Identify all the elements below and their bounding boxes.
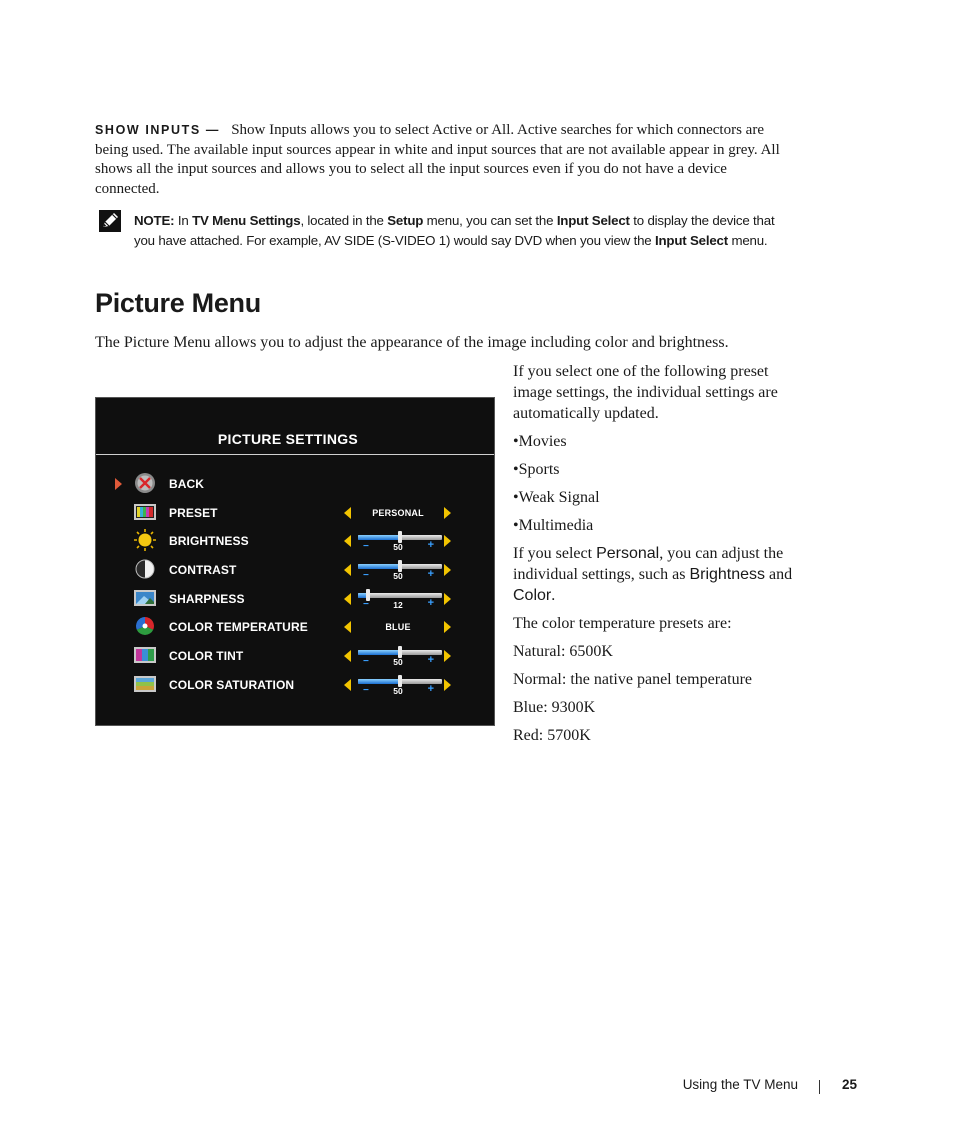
show-inputs-label: SHOW INPUTS —	[95, 123, 220, 137]
personal-paragraph	[513, 543, 803, 606]
color-saturation-icon	[133, 673, 157, 695]
osd-divider	[96, 454, 494, 455]
color-tint-slider	[358, 645, 442, 666]
body-text: If you select	[513, 545, 593, 562]
slider-value: 50	[393, 542, 403, 552]
osd-label: CONTRAST	[169, 563, 237, 577]
osd-label: COLOR TINT	[169, 649, 244, 663]
osd-row-color-saturation	[96, 672, 494, 698]
color-saturation-slider	[358, 674, 442, 695]
osd-row-contrast	[96, 557, 494, 583]
picture-settings-osd	[95, 397, 495, 726]
left-arrow-icon	[344, 535, 351, 547]
note-text: to display the device that you have attached. For example, AV SIDE (S-VIDEO 1) would say DVD when you view the	[134, 213, 775, 248]
body-text: and	[769, 566, 793, 583]
note-pencil-icon	[99, 210, 121, 232]
osd-row-color-temperature	[96, 614, 494, 640]
minus-icon: −	[363, 685, 369, 696]
minus-icon: −	[363, 656, 369, 667]
contrast-slider	[358, 559, 442, 580]
note-term: TV Menu Settings	[192, 213, 301, 228]
temperature-intro: The color temperature presets are:	[513, 615, 732, 632]
note-text: , located in the	[300, 213, 384, 228]
minus-icon: −	[363, 541, 369, 552]
osd-row-back	[96, 471, 494, 497]
body-text: .	[551, 587, 556, 604]
plus-icon: +	[427, 597, 434, 609]
note-text: menu, you can set the	[426, 213, 554, 228]
osd-row-sharpness	[96, 586, 494, 612]
note-term: Input Select	[556, 213, 630, 228]
plus-icon: +	[427, 683, 434, 695]
left-arrow-icon	[344, 650, 351, 662]
bullet-item: •Multimedia	[513, 517, 594, 534]
bullet-item: •Sports	[513, 461, 560, 478]
minus-icon: −	[363, 599, 369, 610]
plus-icon: +	[427, 654, 434, 666]
contrast-icon	[133, 558, 157, 580]
brightness-slider	[358, 530, 442, 551]
osd-title: PICTURE SETTINGS	[217, 431, 359, 447]
slider-value: 50	[393, 657, 403, 667]
color-wheel-icon	[133, 615, 157, 637]
sharpness-icon	[133, 587, 157, 609]
osd-row-preset	[96, 500, 494, 526]
bullet-item: •Weak Signal	[513, 489, 600, 506]
left-arrow-icon	[344, 564, 351, 576]
osd-label: COLOR TEMPERATURE	[169, 620, 308, 634]
osd-label: PRESET	[169, 506, 218, 520]
right-arrow-icon	[444, 621, 451, 633]
section-intro: The Picture Menu allows you to adjust the appearance of the image including color and brightness.	[95, 334, 729, 351]
osd-row-color-tint	[96, 643, 494, 669]
note-label: NOTE:	[134, 213, 175, 228]
osd-label: COLOR SATURATION	[169, 678, 295, 692]
note-paragraph	[134, 211, 784, 250]
note-term: Setup	[387, 213, 424, 228]
page-number: 25	[842, 1077, 858, 1092]
preset-intro: If you select one of the following preset image settings, the individual settings are automatically updated.	[513, 363, 778, 422]
selection-arrow-icon	[115, 478, 122, 490]
plus-icon: +	[427, 539, 434, 551]
note-text: menu.	[731, 232, 768, 248]
right-arrow-icon	[444, 535, 451, 547]
body-text: , you can adjust the individual settings, such as	[513, 545, 784, 583]
show-inputs-text: Show Inputs allows you to select Active or All. Active searches for which connectors are being used. The available input sources appear in white and input sources that are not available appear in grey. All shows all the input sources and allows you to select all the input sources even if you do not have a device connected.	[95, 122, 780, 197]
note-text: In	[177, 213, 189, 228]
right-arrow-icon	[444, 564, 451, 576]
ui-term: Brightness	[689, 566, 766, 583]
right-arrow-icon	[444, 679, 451, 691]
minus-icon: −	[363, 570, 369, 581]
temperature-item: Natural: 6500K	[513, 643, 613, 660]
osd-value: PERSONAL	[372, 508, 424, 518]
bullet-item: •Movies	[513, 433, 567, 450]
osd-label: BACK	[169, 477, 205, 491]
slider-value: 50	[393, 571, 403, 581]
right-arrow-icon	[444, 650, 451, 662]
ui-term: Personal	[596, 545, 660, 562]
right-arrow-icon	[444, 593, 451, 605]
left-arrow-icon	[344, 507, 351, 519]
preset-icon	[133, 501, 157, 523]
temperature-item: Normal: the native panel temperature	[513, 671, 753, 688]
slider-value: 12	[393, 600, 403, 610]
right-arrow-icon	[444, 507, 451, 519]
section-title: Picture Menu	[95, 288, 261, 318]
osd-row-brightness	[96, 528, 494, 554]
show-inputs-paragraph	[95, 121, 795, 199]
sun-icon	[133, 529, 157, 551]
right-column	[513, 361, 803, 746]
footer-separator	[819, 1080, 820, 1094]
plus-icon: +	[427, 568, 434, 580]
left-arrow-icon	[344, 679, 351, 691]
sharpness-slider	[358, 588, 442, 609]
osd-value: BLUE	[385, 622, 411, 632]
left-arrow-icon	[344, 621, 351, 633]
slider-value: 50	[393, 686, 403, 696]
osd-label: BRIGHTNESS	[169, 534, 249, 548]
ui-term: Color	[513, 587, 552, 604]
color-tint-icon	[133, 644, 157, 666]
osd-label: SHARPNESS	[169, 592, 245, 606]
temperature-item: Blue: 9300K	[513, 699, 596, 716]
back-icon	[133, 472, 157, 494]
note-term: Input Select	[655, 232, 728, 248]
temperature-item: Red: 5700K	[513, 727, 591, 744]
footer-section-title: Using the TV Menu	[682, 1077, 798, 1092]
left-arrow-icon	[344, 593, 351, 605]
